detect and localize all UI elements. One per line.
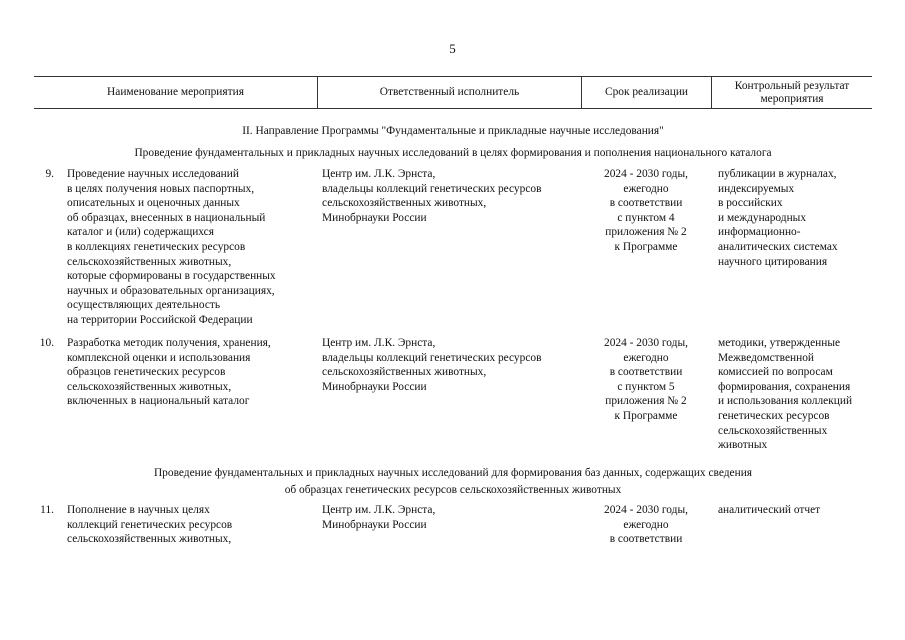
subsection-title: Проведение фундаментальных и прикладных научных исследований в целях формирования и пополнения национального каталога: [134, 147, 772, 159]
subsection-title: об образцах генетических ресурсов сельскохозяйственных животных: [284, 484, 622, 496]
row-name: Проведение научных исследований в целях получения новых паспортных, описательных и оценочных данных об образцах, внесенных в национальный каталог и (или) содержащихся в коллекциях генетических ресурсов сельскохозяйственных животных, которые сформированы в государственных научных и образовательных организациях, осуществляющих деятельность на территории Российской Федерации: [67, 168, 276, 326]
table-header: [34, 76, 872, 109]
header-result: Контрольный результат мероприятия: [711, 77, 872, 108]
row-term: 2024 - 2030 годы, ежегодно в соответствии: [604, 504, 688, 546]
row-number: 10.: [39, 337, 54, 349]
row-number: 9.: [45, 168, 54, 180]
subsection-title: Проведение фундаментальных и прикладных научных исследований для формирования баз данных, содержащих сведения: [153, 467, 753, 479]
row-number: 11.: [40, 504, 54, 516]
header-executor: Ответственный исполнитель: [317, 77, 581, 108]
row-executor: Центр им. Л.К. Эрнста, владельцы коллекций генетических ресурсов сельскохозяйственных животных, Минобрнауки России: [322, 168, 542, 224]
row-executor: Центр им. Л.К. Эрнста, Минобрнауки России: [322, 504, 436, 531]
row-name: Пополнение в научных целях коллекций генетических ресурсов сельскохозяйственных животных,: [67, 504, 233, 546]
row-result: аналитический отчет: [718, 504, 821, 516]
direction-title: II. Направление Программы "Фундаментальные и прикладные научные исследования": [242, 125, 664, 137]
row-term: 2024 - 2030 годы, ежегодно в соответствии с пунктом 4 приложения № 2 к Программе: [604, 168, 688, 253]
row-executor: Центр им. Л.К. Эрнста, владельцы коллекций генетических ресурсов сельскохозяйственных животных, Минобрнауки России: [322, 337, 542, 393]
row-term: 2024 - 2030 годы, ежегодно в соответствии с пунктом 5 приложения № 2 к Программе: [604, 337, 688, 422]
row-result: методики, утвержденные Межведомственной комиссией по вопросам формирования, сохранения и использования коллекций генетических ресурсов сельскохозяйственных животных: [718, 337, 853, 452]
page-number: 5: [449, 41, 456, 56]
header-term: Срок реализации: [581, 77, 711, 108]
header-name: Наименование мероприятия: [107, 86, 244, 99]
row-result: публикации в журналах, индексируемых в российских и международных информационно- аналитических системах научного цитирования: [718, 168, 838, 268]
row-name: Разработка методик получения, хранения, комплексной оценки и использования образцов генетических ресурсов сельскохозяйственных животных, включенных в национальный каталог: [67, 337, 271, 408]
